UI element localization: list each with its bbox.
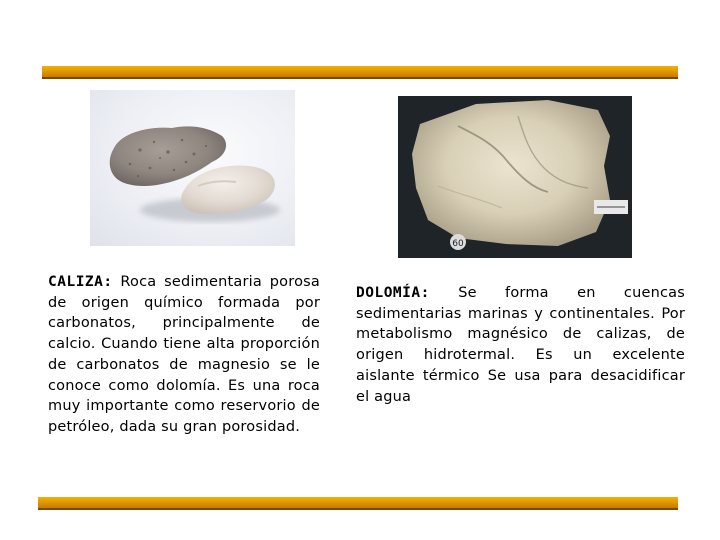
dolomia-term: DOLOMÍA: [356, 285, 430, 301]
dolomia-description [356, 283, 685, 407]
dolomia-rock-photo [398, 96, 632, 258]
dolomia-text: Se forma en cuencas sedimentarias marinas y continentales. Por metabolismo magnésico de calizas, de origen hidrotermal. Es un excelente aislante térmico Se usa para desacidificar el agua [356, 285, 685, 405]
caliza-rock-illustration [90, 90, 295, 246]
caliza-text: Roca sedimentaria porosa de origen químico formada por carbonatos, principalmente de calcio. Cuando tiene alta proporción de carbonatos de magnesio se le conoce como dolomía. Es una roca muy importante como reservorio de petróleo, dada su gran porosidad. [48, 274, 321, 435]
top-divider-bar [42, 66, 678, 79]
dolomia-rock-illustration [398, 96, 632, 258]
bottom-divider-bar [38, 497, 678, 510]
caliza-term: CALIZA: [48, 274, 113, 290]
caliza-description [48, 272, 320, 438]
specimen-number-label: 60 [452, 239, 464, 249]
caliza-rock-photo [90, 90, 295, 246]
